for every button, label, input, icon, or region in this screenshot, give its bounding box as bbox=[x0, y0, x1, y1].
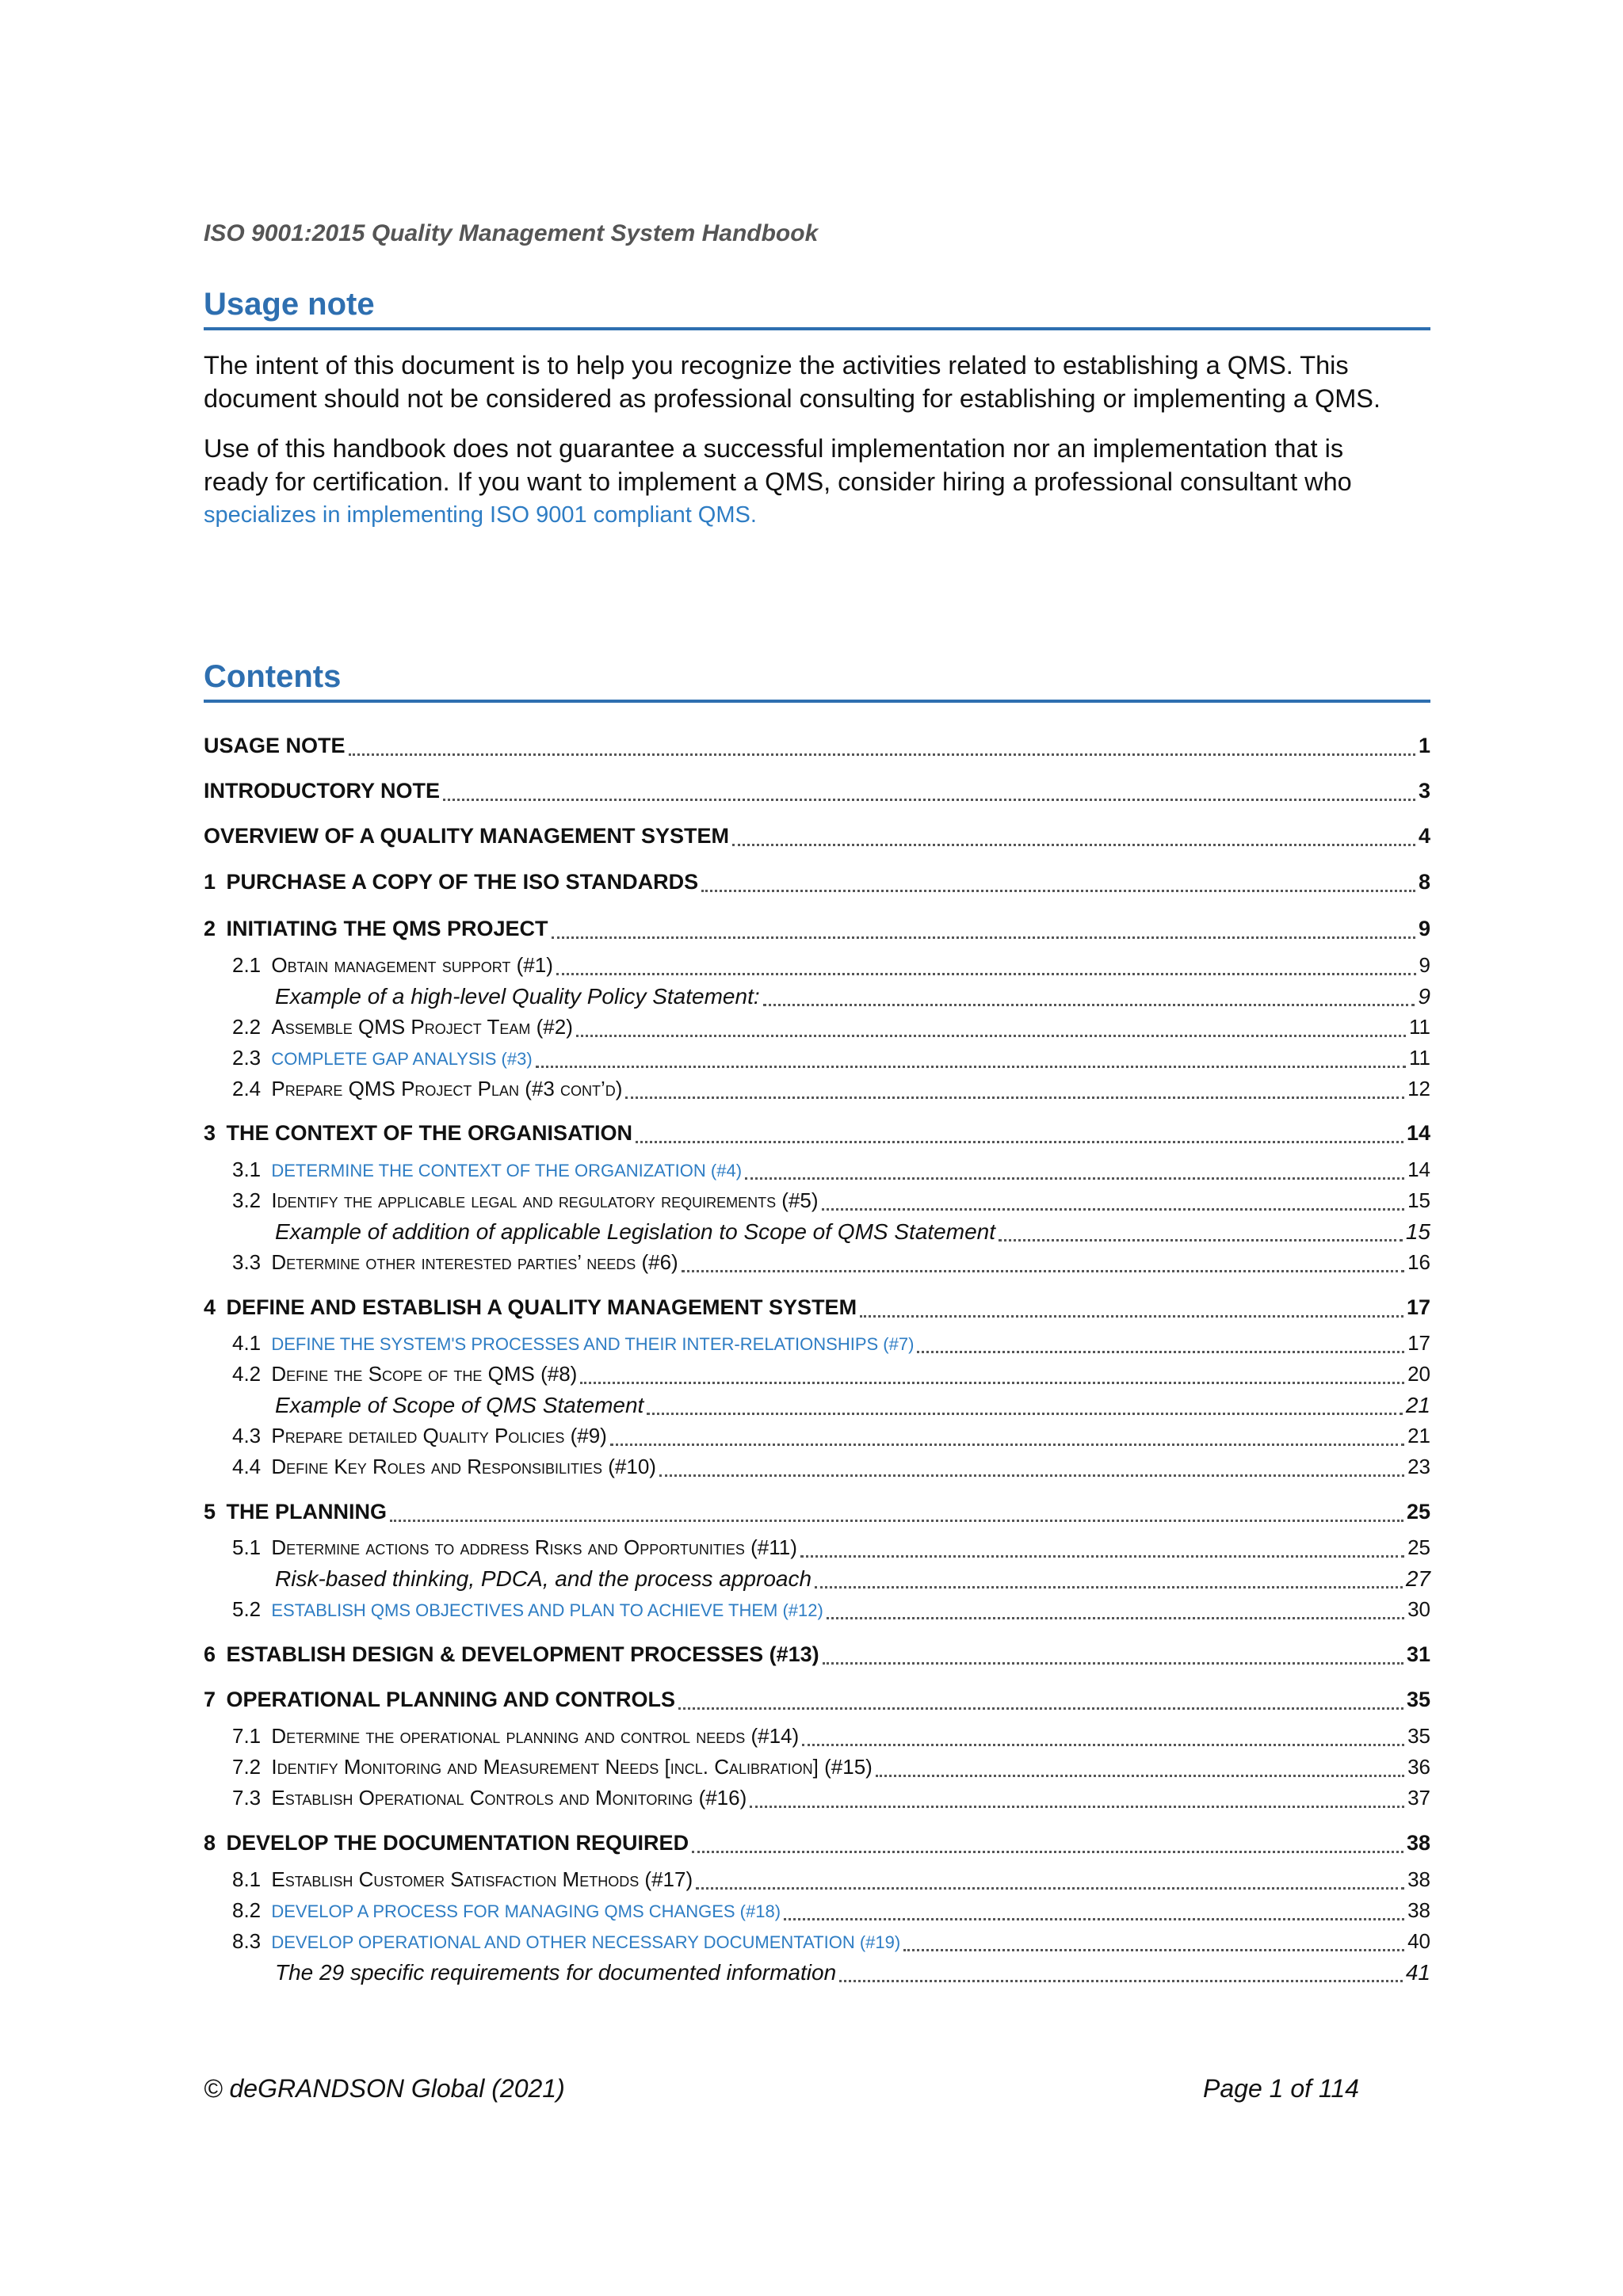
toc-entry-text: Assemble QMS Project Team (#2) bbox=[271, 1015, 573, 1039]
toc-dot-leader bbox=[839, 1980, 1403, 1982]
toc-entry[interactable] bbox=[204, 1250, 1430, 1279]
usage-paragraph-2 bbox=[204, 432, 1440, 532]
toc-entry-page: 25 bbox=[1407, 1535, 1430, 1559]
toc-dot-leader bbox=[647, 1413, 1403, 1415]
toc-entry-page: 41 bbox=[1405, 1960, 1430, 1985]
toc-entry-text: Determine other interested parties’ needs (#6) bbox=[271, 1250, 678, 1274]
toc-entry-label bbox=[232, 1724, 799, 1749]
toc-entry-number: 7.1 bbox=[232, 1724, 267, 1748]
toc-entry[interactable] bbox=[204, 1455, 1430, 1483]
toc-dot-leader bbox=[822, 1208, 1405, 1211]
document-header-title: ISO 9001:2015 Quality Management System Handbook bbox=[204, 220, 819, 246]
toc-entry-page: 25 bbox=[1406, 1500, 1430, 1524]
toc-entry-text: Identify Monitoring and Measurement Needs [incl. Calibration] (#15) bbox=[271, 1755, 873, 1779]
toc-entry[interactable] bbox=[204, 1158, 1430, 1186]
usage-paragraph-2-line: ready for certification. If you want to implement a QMS, consider hiring a professional consultant who bbox=[204, 467, 1352, 496]
toc-entry-text: DETERMINE THE CONTEXT OF THE ORGANIZATION (#4) bbox=[271, 1161, 743, 1180]
toc-entry-label bbox=[232, 1755, 873, 1779]
toc-entry-page: 15 bbox=[1407, 1188, 1430, 1212]
toc-entry-label bbox=[204, 1121, 632, 1146]
toc-entry-text: DEVELOP THE DOCUMENTATION REQUIRED bbox=[226, 1831, 689, 1855]
toc-entry-page: 38 bbox=[1406, 1831, 1430, 1855]
toc-entry-page: 40 bbox=[1407, 1929, 1430, 1953]
toc-dot-leader bbox=[636, 1141, 1403, 1143]
toc-entry-text: Define the Scope of the QMS (#8) bbox=[271, 1362, 578, 1386]
toc-entry-label bbox=[232, 1424, 607, 1448]
toc-entry-text: ESTABLISH QMS OBJECTIVES AND PLAN TO ACHIEVE THEM (#12) bbox=[271, 1600, 823, 1620]
toc-entry-page: 30 bbox=[1407, 1597, 1430, 1621]
toc-entry-page: 35 bbox=[1406, 1688, 1430, 1711]
toc-entry-page: 11 bbox=[1409, 1015, 1430, 1039]
toc-dot-leader bbox=[999, 1239, 1403, 1241]
footer-copyright: © deGRANDSON Global (2021) bbox=[204, 2074, 565, 2103]
toc-entry[interactable] bbox=[204, 984, 1430, 1013]
toc-entry[interactable] bbox=[204, 1566, 1430, 1595]
toc-entry-text: Risk-based thinking, PDCA, and the process approach bbox=[275, 1566, 812, 1591]
toc-entry[interactable] bbox=[204, 917, 1430, 945]
toc-entry-text: OPERATIONAL PLANNING AND CONTROLS bbox=[226, 1688, 676, 1711]
toc-dot-leader bbox=[556, 973, 1416, 975]
toc-dot-leader bbox=[696, 1887, 1404, 1890]
toc-entry-number: 3.2 bbox=[232, 1188, 267, 1212]
toc-entry-page: 14 bbox=[1407, 1158, 1430, 1181]
toc-entry-label bbox=[275, 1219, 995, 1245]
toc-dot-leader bbox=[763, 1004, 1415, 1006]
toc-entry-text: Example of Scope of QMS Statement bbox=[275, 1393, 644, 1417]
toc-entry-page: 3 bbox=[1418, 779, 1430, 803]
toc-entry[interactable] bbox=[204, 779, 1430, 807]
toc-entry-text: Prepare QMS Project Plan (#3 cont’d) bbox=[271, 1077, 623, 1100]
toc-entry[interactable] bbox=[204, 1960, 1430, 1989]
toc-entry[interactable] bbox=[204, 1929, 1430, 1958]
toc-entry-text: INITIATING THE QMS PROJECT bbox=[226, 917, 548, 940]
toc-entry[interactable] bbox=[204, 1597, 1430, 1626]
toc-entry-page: 20 bbox=[1407, 1362, 1430, 1386]
toc-entry-label bbox=[204, 917, 548, 941]
toc-entry-page: 14 bbox=[1406, 1121, 1430, 1145]
toc-entry-label bbox=[275, 984, 760, 1009]
toc-entry-page: 9 bbox=[1418, 917, 1430, 940]
toc-entry-number: 4.2 bbox=[232, 1362, 267, 1386]
toc-entry-page: 8 bbox=[1418, 870, 1430, 894]
toc-entry-number: 7.3 bbox=[232, 1786, 267, 1810]
toc-dot-leader bbox=[390, 1520, 1403, 1522]
toc-entry-page: 38 bbox=[1407, 1898, 1430, 1922]
toc-entry-text: Establish Operational Controls and Monitoring (#16) bbox=[271, 1786, 747, 1810]
toc-entry-number: 7.2 bbox=[232, 1755, 267, 1779]
toc-dot-leader bbox=[750, 1806, 1404, 1808]
toc-entry-page: 4 bbox=[1418, 824, 1430, 848]
toc-entry[interactable] bbox=[204, 1077, 1430, 1105]
toc-entry-label bbox=[204, 734, 346, 758]
toc-entry[interactable] bbox=[204, 1831, 1430, 1859]
toc-dot-leader bbox=[349, 753, 1415, 756]
toc-entry-label bbox=[204, 1831, 689, 1855]
toc-entry-text: PURCHASE A COPY OF THE ISO STANDARDS bbox=[226, 870, 699, 894]
toc-entry-text: COMPLETE GAP ANALYSIS (#3) bbox=[271, 1049, 533, 1069]
toc-entry-page: 15 bbox=[1405, 1219, 1430, 1244]
toc-entry-page: 1 bbox=[1418, 734, 1430, 757]
toc-entry-number: 5.2 bbox=[232, 1597, 267, 1621]
toc-entry-number: 8 bbox=[204, 1831, 222, 1855]
toc-entry-label bbox=[204, 1688, 675, 1712]
toc-entry[interactable] bbox=[204, 734, 1430, 762]
toc-entry-text: Example of addition of applicable Legislation to Scope of QMS Statement bbox=[275, 1219, 995, 1244]
toc-entry-number: 4.4 bbox=[232, 1455, 267, 1478]
toc-entry[interactable] bbox=[204, 1015, 1430, 1043]
toc-entry[interactable] bbox=[204, 1500, 1430, 1528]
toc-dot-leader bbox=[682, 1270, 1404, 1272]
toc-entry-label bbox=[204, 779, 440, 803]
toc-entry-number: 4.1 bbox=[232, 1331, 267, 1355]
usage-note-heading: Usage note bbox=[204, 287, 1430, 330]
toc-entry-number: 4 bbox=[204, 1295, 222, 1319]
toc-dot-leader bbox=[732, 844, 1415, 846]
toc-entry-label bbox=[275, 1566, 812, 1592]
toc-entry-label bbox=[275, 1393, 643, 1418]
toc-entry-label bbox=[232, 1158, 742, 1182]
usage-paragraph-2-link-line[interactable]: specializes in implementing ISO 9001 compliant QMS. bbox=[204, 502, 757, 528]
toc-entry-page: 9 bbox=[1418, 984, 1430, 1009]
toc-entry-page: 36 bbox=[1407, 1755, 1430, 1779]
toc-entry-text: THE CONTEXT OF THE ORGANISATION bbox=[226, 1121, 633, 1145]
usage-paragraph-1-line: The intent of this document is to help you recognize the activities related to establishing a QMS. This bbox=[204, 351, 1349, 379]
toc-dot-leader bbox=[625, 1097, 1404, 1099]
toc-dot-leader bbox=[802, 1744, 1404, 1746]
toc-entry[interactable] bbox=[204, 1755, 1430, 1783]
toc-entry[interactable] bbox=[204, 1295, 1430, 1324]
toc-entry[interactable] bbox=[204, 1642, 1430, 1671]
toc-entry-text: INTRODUCTORY NOTE bbox=[204, 779, 441, 803]
toc-entry[interactable] bbox=[204, 1688, 1430, 1716]
toc-entry-number: 3.1 bbox=[232, 1158, 267, 1181]
usage-paragraph-2-line: Use of this handbook does not guarantee a successful implementation nor an implementation that is bbox=[204, 434, 1344, 463]
toc-entry[interactable] bbox=[204, 1331, 1430, 1360]
toc-entry[interactable] bbox=[204, 1898, 1430, 1927]
toc-dot-leader bbox=[815, 1586, 1403, 1589]
toc-entry-page: 35 bbox=[1407, 1724, 1430, 1748]
toc-dot-leader bbox=[701, 890, 1415, 892]
usage-paragraph-1-line: document should not be considered as professional consulting for establishing or implementing a QMS. bbox=[204, 384, 1381, 413]
toc-entry[interactable] bbox=[204, 1867, 1430, 1896]
toc-dot-leader bbox=[903, 1949, 1404, 1951]
toc-dot-leader bbox=[784, 1918, 1404, 1920]
toc-entry-page: 9 bbox=[1419, 953, 1430, 977]
toc-entry-text: DEVELOP OPERATIONAL AND OTHER NECESSARY DOCUMENTATION (#19) bbox=[271, 1932, 901, 1952]
toc-entry-label bbox=[232, 1898, 781, 1923]
toc-entry-number: 2.4 bbox=[232, 1077, 267, 1100]
toc-entry-number: 4.3 bbox=[232, 1424, 267, 1447]
toc-entry-label bbox=[232, 1929, 900, 1954]
toc-entry-label bbox=[232, 1250, 678, 1275]
toc-entry-number: 6 bbox=[204, 1642, 222, 1666]
toc-dot-leader bbox=[860, 1315, 1403, 1318]
toc-entry-number: 2.2 bbox=[232, 1015, 267, 1039]
toc-entry-text: USAGE NOTE bbox=[204, 734, 346, 757]
toc-entry-text: Establish Customer Satisfaction Methods (#17) bbox=[271, 1867, 693, 1891]
toc-entry-number: 2.1 bbox=[232, 953, 267, 977]
toc-entry[interactable] bbox=[204, 1046, 1430, 1074]
toc-dot-leader bbox=[610, 1444, 1404, 1446]
toc-entry-number: 5 bbox=[204, 1500, 222, 1524]
usage-paragraph-1 bbox=[204, 349, 1440, 415]
toc-entry-page: 21 bbox=[1407, 1424, 1430, 1447]
toc-entry[interactable] bbox=[204, 1786, 1430, 1814]
toc-entry-label bbox=[232, 1046, 533, 1070]
toc-entry-label bbox=[232, 1188, 819, 1213]
toc-dot-leader bbox=[876, 1775, 1404, 1777]
toc-entry-label bbox=[275, 1960, 836, 1985]
contents-heading: Contents bbox=[204, 659, 1430, 703]
toc-entry[interactable] bbox=[204, 1424, 1430, 1452]
toc-dot-leader bbox=[659, 1474, 1404, 1477]
toc-entry-text: Obtain management support (#1) bbox=[271, 953, 553, 977]
toc-entry-label bbox=[232, 1077, 622, 1101]
toc-entry-text: Determine actions to address Risks and Opportunities (#11) bbox=[271, 1535, 797, 1559]
toc-dot-leader bbox=[823, 1662, 1403, 1665]
toc-entry-text: Define Key Roles and Responsibilities (#10) bbox=[271, 1455, 656, 1478]
toc-entry-number: 8.2 bbox=[232, 1898, 267, 1922]
footer-page-number: Page 1 of 114 bbox=[1203, 2074, 1359, 2103]
toc-entry-page: 23 bbox=[1407, 1455, 1430, 1478]
toc-entry-text: OVERVIEW OF A QUALITY MANAGEMENT SYSTEM bbox=[204, 824, 730, 848]
toc-entry-number: 7 bbox=[204, 1688, 222, 1711]
toc-entry-number: 8.1 bbox=[232, 1867, 267, 1891]
toc-dot-leader bbox=[678, 1707, 1403, 1710]
toc-entry-text: The 29 specific requirements for documented information bbox=[275, 1960, 837, 1985]
toc-entry-page: 16 bbox=[1407, 1250, 1430, 1274]
toc-entry[interactable] bbox=[204, 870, 1430, 898]
toc-entry-page: 11 bbox=[1409, 1046, 1430, 1070]
toc-entry-label bbox=[232, 1331, 914, 1356]
toc-entry-label bbox=[232, 1455, 656, 1479]
toc-entry-page: 38 bbox=[1407, 1867, 1430, 1891]
toc-entry-text: ESTABLISH DESIGN & DEVELOPMENT PROCESSES (#13) bbox=[226, 1642, 819, 1666]
toc-entry-page: 17 bbox=[1407, 1331, 1430, 1355]
toc-entry-text: Identify the applicable legal and regulatory requirements (#5) bbox=[271, 1188, 819, 1212]
toc-dot-leader bbox=[552, 936, 1415, 939]
toc-entry-page: 17 bbox=[1406, 1295, 1430, 1319]
toc-entry-number: 2 bbox=[204, 917, 222, 940]
toc-dot-leader bbox=[745, 1177, 1404, 1180]
toc-entry-text: Prepare detailed Quality Policies (#9) bbox=[271, 1424, 607, 1447]
toc-entry-text: DEFINE THE SYSTEM'S PROCESSES AND THEIR INTER-RELATIONSHIPS (#7) bbox=[271, 1334, 915, 1354]
toc-entry[interactable] bbox=[204, 953, 1430, 982]
toc-entry-label bbox=[232, 953, 553, 978]
toc-entry[interactable] bbox=[204, 1393, 1430, 1421]
toc-entry-text: DEFINE AND ESTABLISH A QUALITY MANAGEMENT SYSTEM bbox=[226, 1295, 857, 1319]
toc-entry[interactable] bbox=[204, 1724, 1430, 1753]
toc-entry-page: 37 bbox=[1407, 1786, 1430, 1810]
toc-entry-label bbox=[232, 1015, 573, 1039]
toc-dot-leader bbox=[917, 1351, 1404, 1353]
toc-dot-leader bbox=[576, 1035, 1406, 1037]
toc-entry-page: 21 bbox=[1405, 1393, 1430, 1417]
toc-dot-leader bbox=[800, 1555, 1404, 1558]
toc-entry-number: 8.3 bbox=[232, 1929, 267, 1953]
toc-entry-page: 31 bbox=[1406, 1642, 1430, 1666]
toc-entry[interactable] bbox=[204, 1535, 1430, 1564]
toc-entry-text: Determine the operational planning and control needs (#14) bbox=[271, 1724, 800, 1748]
toc-entry-label bbox=[232, 1535, 797, 1560]
toc-entry-label bbox=[204, 824, 729, 849]
toc-entry-number: 2.3 bbox=[232, 1046, 267, 1070]
toc-entry-label bbox=[232, 1362, 577, 1386]
toc-dot-leader bbox=[692, 1851, 1403, 1853]
toc-entry-number: 3 bbox=[204, 1121, 222, 1145]
toc-entry[interactable] bbox=[204, 1121, 1430, 1150]
toc-entry-label bbox=[204, 1500, 387, 1524]
toc-entry-text: DEVELOP A PROCESS FOR MANAGING QMS CHANGES (#18) bbox=[271, 1901, 781, 1921]
toc-entry[interactable] bbox=[204, 1362, 1430, 1390]
toc-entry-text: THE PLANNING bbox=[226, 1500, 388, 1524]
toc-entry-number: 3.3 bbox=[232, 1250, 267, 1274]
toc-entry-page: 12 bbox=[1407, 1077, 1430, 1100]
toc-entry-label bbox=[204, 1642, 819, 1667]
toc-entry[interactable] bbox=[204, 1219, 1430, 1248]
toc-entry-number: 5.1 bbox=[232, 1535, 267, 1559]
toc-entry[interactable] bbox=[204, 1188, 1430, 1217]
toc-entry-number: 1 bbox=[204, 870, 222, 894]
toc-entry-label bbox=[232, 1786, 747, 1810]
toc-entry[interactable] bbox=[204, 824, 1430, 852]
toc-entry-text: Example of a high-level Quality Policy Statement: bbox=[275, 984, 760, 1009]
toc-entry-label bbox=[204, 1295, 857, 1320]
toc-entry-page: 27 bbox=[1405, 1566, 1430, 1591]
toc-entry-label bbox=[232, 1867, 693, 1892]
toc-entry-label bbox=[204, 870, 698, 894]
toc-dot-leader bbox=[827, 1617, 1404, 1619]
toc-dot-leader bbox=[536, 1066, 1406, 1068]
toc-dot-leader bbox=[443, 799, 1415, 801]
toc-dot-leader bbox=[580, 1382, 1404, 1384]
toc-entry-label bbox=[232, 1597, 823, 1622]
